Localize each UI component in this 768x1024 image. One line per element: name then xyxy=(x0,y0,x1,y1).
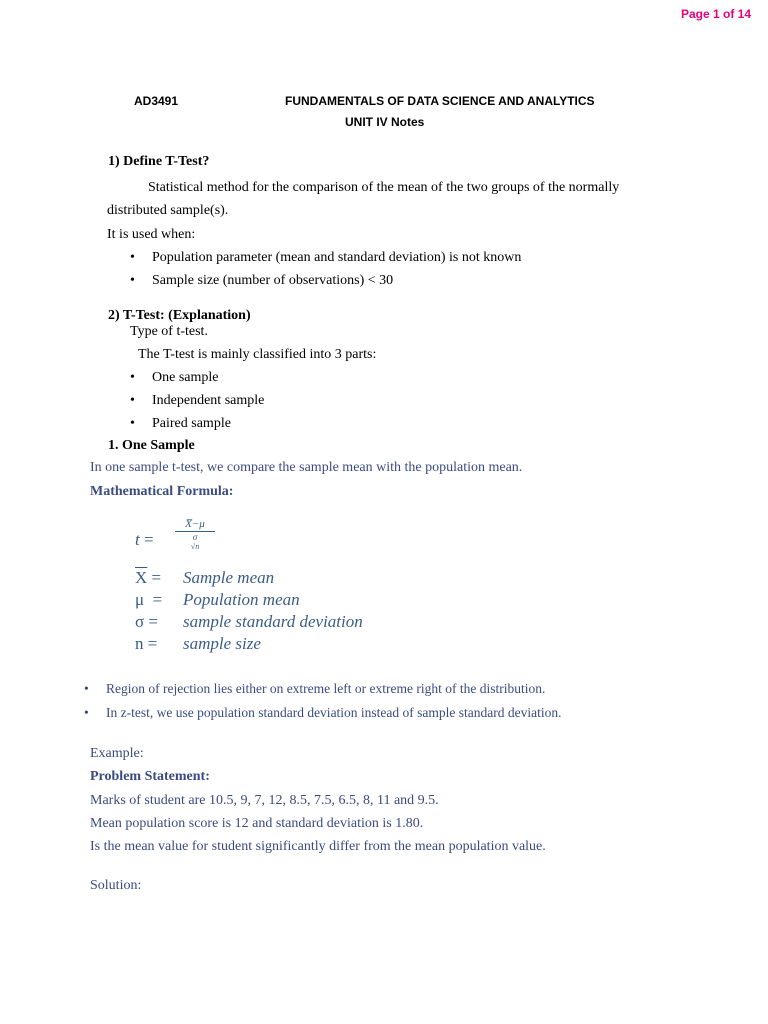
q1-heading: 1) Define T-Test? xyxy=(108,154,210,169)
q2-heading: 2) T-Test: (Explanation) xyxy=(108,308,251,323)
formula-t-row: t = xyxy=(135,530,154,549)
one-sample-heading: 1. One Sample xyxy=(108,438,195,453)
q1-bullet: • Population parameter (mean and standard deviation) is not known xyxy=(130,250,522,265)
formula-def-row: μ = Population mean xyxy=(135,590,300,609)
q1-bullet: • Sample size (number of observations) < 30 xyxy=(130,273,394,288)
course-code: AD3491 xyxy=(134,94,179,108)
page-counter: Page 1 of 14 xyxy=(680,7,751,21)
formula-def-row: $\overline{X}$ = Sample mean xyxy=(135,568,275,587)
formula-def-row: n = sample size xyxy=(135,634,261,653)
problem-line: Is the mean value for student significantly differ from the mean population value. xyxy=(90,839,546,854)
q2-type-label: Type of t-test. xyxy=(130,324,208,339)
note-bullet: • In z-test, we use population standard deviation instead of sample standard deviation. xyxy=(84,705,562,720)
formula-def-row: σ = sample standard deviation xyxy=(135,612,363,631)
course-title: FUNDAMENTALS OF DATA SCIENCE AND ANALYTICS xyxy=(285,94,595,108)
q2-classified: The T-test is mainly classified into 3 parts: xyxy=(138,347,377,362)
note-bullet: • Region of rejection lies either on extreme left or extreme right of the distribution. xyxy=(84,681,546,696)
problem-line: Mean population score is 12 and standard deviation is 1.80. xyxy=(90,816,424,831)
problem-line: Marks of student are 10.5, 9, 7, 12, 8.5, 7.5, 6.5, 8, 11 and 9.5. xyxy=(90,793,439,808)
q1-para-line2: distributed sample(s). xyxy=(107,203,229,218)
q2-bullet: • Independent sample xyxy=(130,393,265,408)
one-sample-description: In one sample t-test, we compare the sample mean with the population mean. xyxy=(90,460,523,475)
unit-title: UNIT IV Notes xyxy=(345,115,425,129)
solution-label: Solution: xyxy=(90,878,142,893)
formula-fraction: X̅−μ σ √n xyxy=(175,518,215,551)
q2-bullet: • Paired sample xyxy=(130,416,231,431)
q1-para-line1: Statistical method for the comparison of the mean of the two groups of the normally xyxy=(148,180,620,195)
q1-used-when: It is used when: xyxy=(107,227,196,242)
problem-statement-label: Problem Statement: xyxy=(90,769,210,784)
formula-label: Mathematical Formula: xyxy=(90,484,234,499)
q2-bullet: • One sample xyxy=(130,370,219,385)
example-label: Example: xyxy=(90,746,144,761)
